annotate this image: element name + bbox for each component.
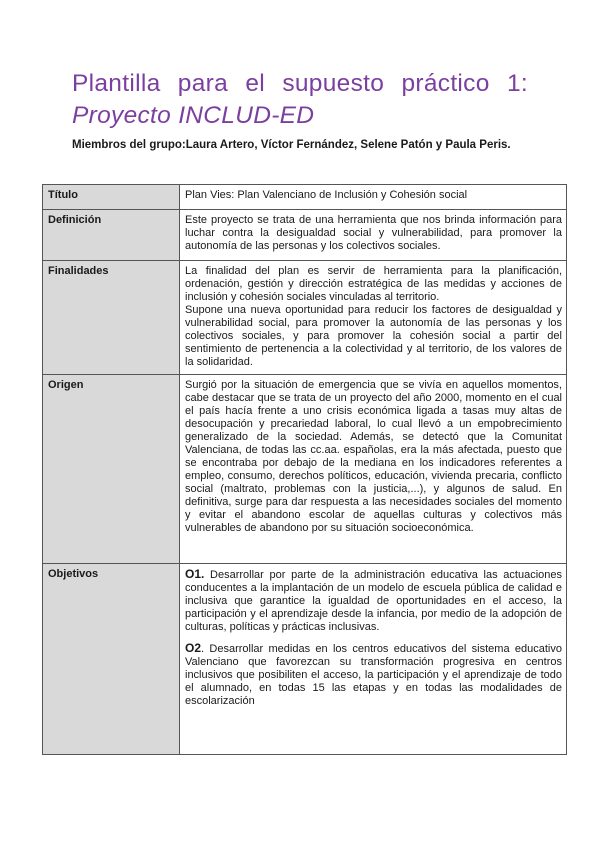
table-row-origen: [43, 375, 567, 564]
table-row-definicion: [43, 210, 567, 261]
row-label-titulo: Título: [43, 185, 180, 210]
title-line-2: Proyecto INCLUD-ED: [72, 102, 315, 129]
row-label-finalidades: Finalidades: [43, 261, 180, 375]
objective-2-text: . Desarrollar medidas en los centros educativos del sistema educativo Valenciano que favorezcan su transformación progresiva en centros inclusivos que posibiliten el acceso, la participación y el aprendizaje de todo el alumnado, en todas 15 las etapas y en todas las modalidades de escolarización: [185, 643, 562, 707]
objective-2: [185, 642, 562, 708]
document-page: [72, 68, 528, 153]
objective-1: [185, 568, 562, 634]
objective-1-text: Desarrollar por parte de la administración educativa las actuaciones conducentes a la implantación de un modelo de escuela pública de calidad e inclusiva que garantice la igualdad de oportunidades en el acceso, la participación y el aprendizaje desde la infancia, por medio de la adopción de culturas, políticas y prácticas inclusivas.: [185, 569, 562, 633]
table-row-objetivos: [43, 564, 567, 755]
group-members: Miembros del grupo:Laura Artero, Víctor Fernández, Selene Patón y Paula Peris.: [72, 139, 511, 151]
row-value-origen: Surgió por la situación de emergencia que se vivía en aquellos momentos, cabe destacar que se trata de un proyecto del año 2000, momento en el cual el país hacía frente a uno crisis económica ligada a tasas muy altas de desocupación y precariedad laboral, lo cual llevó a un empobrecimiento generalizado de la sociedad. Además, se detectó que la Comunitat Valenciana, de todas las cc.aa. españolas, era la más afectada, puesto que se encontraba por debajo de la mediana en los indicadores referentes a empleo, consumo, derechos políticos, educación, vivienda precaria, conflicto social (maltrato, problemas con la justicia,...), y algunos de salud. En definitiva, surge para dar respuesta a las necesidades sociales del momento y evitar el abandono escolar de aquellas culturas y colectivos más vulnerables de abandono por su situación socioeconómica.: [180, 375, 567, 564]
table-row-titulo: [43, 185, 567, 210]
objective-2-code: O2: [185, 641, 202, 655]
finalidades-paragraph-2: Supone una nueva oportunidad para reducir los factores de desigualdad y vulnerabilidad social, para promover la autonomía de las personas y los colectivos sociales, y para promover la cohesión social a partir del sentimiento de pertenencia a la colectividad y al territorio, de los valores de la solidaridad.: [185, 304, 562, 368]
row-value-objetivos: [180, 564, 567, 755]
document-title: [72, 68, 528, 132]
row-value-definicion: Este proyecto se trata de una herramienta que nos brinda información para luchar contra la desigualdad social y vulnerabilidad, para promover la autonomía de las personas y los colectivos sociales.: [180, 210, 567, 261]
row-label-origen: Origen: [43, 375, 180, 564]
table-row-finalidades: [43, 261, 567, 375]
title-line-1: Plantilla para el supuesto práctico 1:: [72, 70, 528, 97]
project-table: [42, 184, 567, 755]
finalidades-paragraph-1: La finalidad del plan es servir de herramienta para la planificación, ordenación, gestión y dirección estratégica de las medidas y acciones de inclusión y cohesión sociales vinculadas al territorio.: [185, 265, 562, 303]
row-value-titulo: Plan Vies: Plan Valenciano de Inclusión y Cohesión social: [180, 185, 567, 210]
objective-1-code: O1.: [185, 567, 205, 581]
row-label-definicion: Definición: [43, 210, 180, 261]
row-value-finalidades: [180, 261, 567, 375]
row-label-objetivos: Objetivos: [43, 564, 180, 755]
